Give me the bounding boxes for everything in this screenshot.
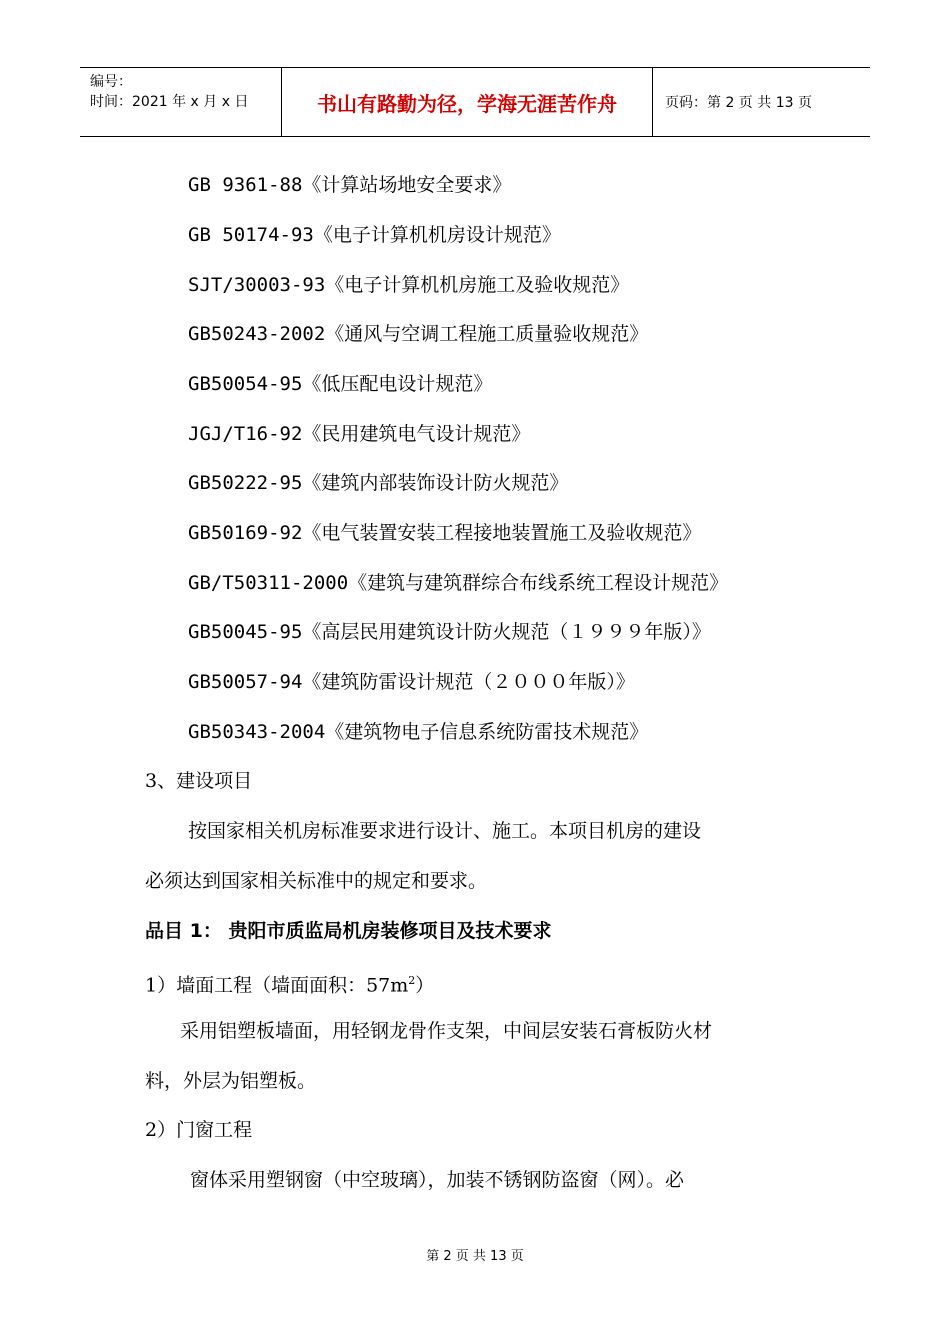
item-title: 品目 1： 贵阳市质监局机房装修项目及技术要求 bbox=[145, 920, 552, 942]
wall-heading-text: 1）墙面工程（墙面面积：57m bbox=[145, 974, 409, 997]
section-paragraph: 按国家相关机房标准要求进行设计、施工。本项目机房的建设 bbox=[188, 820, 702, 842]
wall-heading-sup: 2 bbox=[408, 974, 416, 987]
time-label: 时间：2021 年 x 月 x 日 bbox=[90, 94, 249, 110]
standard-item: GB50222-95《建筑内部装饰设计防火规范》 bbox=[188, 472, 569, 494]
page-header bbox=[80, 67, 870, 137]
page-footer: 第 2 页 共 13 页 bbox=[426, 1249, 524, 1264]
standard-item: SJT/30003-93《电子计算机机房施工及验收规范》 bbox=[188, 274, 630, 296]
header-page-info: 页码：第 2 页 共 13 页 bbox=[665, 95, 812, 111]
wall-paragraph: 采用铝塑板墙面，用轻钢龙骨作支架，中间层安装石膏板防火材 bbox=[180, 1020, 713, 1042]
wall-paragraph: 料，外层为铝塑板。 bbox=[145, 1070, 317, 1092]
standard-item: GB/T50311-2000《建筑与建筑群综合布线系统工程设计规范》 bbox=[188, 572, 729, 594]
standard-item: GB50057-94《建筑防雷设计规范（２０００年版）》 bbox=[188, 671, 635, 693]
door-paragraph: 窗体采用塑钢窗（中空玻璃），加装不锈钢防盗窗（网）。必 bbox=[190, 1169, 685, 1191]
door-heading: 2）门窗工程 bbox=[145, 1119, 253, 1141]
section-paragraph: 必须达到国家相关标准中的规定和要求。 bbox=[145, 870, 488, 892]
standard-item: GB 50174-93《电子计算机机房设计规范》 bbox=[188, 224, 561, 246]
standard-item: GB50045-95《高层民用建筑设计防火规范（１９９９年版）》 bbox=[188, 621, 711, 643]
header-motto: 书山有路勤为径，学海无涯苦作舟 bbox=[317, 91, 617, 116]
wall-heading bbox=[145, 968, 434, 998]
standard-item: JGJ/T16-92《民用建筑电气设计规范》 bbox=[188, 423, 531, 445]
standard-item: GB50243-2002《通风与空调工程施工质量验收规范》 bbox=[188, 323, 649, 345]
standard-item: GB50343-2004《建筑物电子信息系统防雷技术规范》 bbox=[188, 721, 649, 743]
standard-item: GB50169-92《电气装置安装工程接地装置施工及验收规范》 bbox=[188, 522, 702, 544]
serial-label: 编号： bbox=[90, 74, 132, 90]
standard-item: GB 9361-88《计算站场地安全要求》 bbox=[188, 174, 512, 196]
standard-item: GB50054-95《低压配电设计规范》 bbox=[188, 373, 493, 395]
header-meta bbox=[90, 72, 280, 112]
section-heading: 3、建设项目 bbox=[145, 770, 253, 792]
wall-heading-end: ） bbox=[415, 974, 435, 997]
header-divider bbox=[652, 68, 653, 136]
